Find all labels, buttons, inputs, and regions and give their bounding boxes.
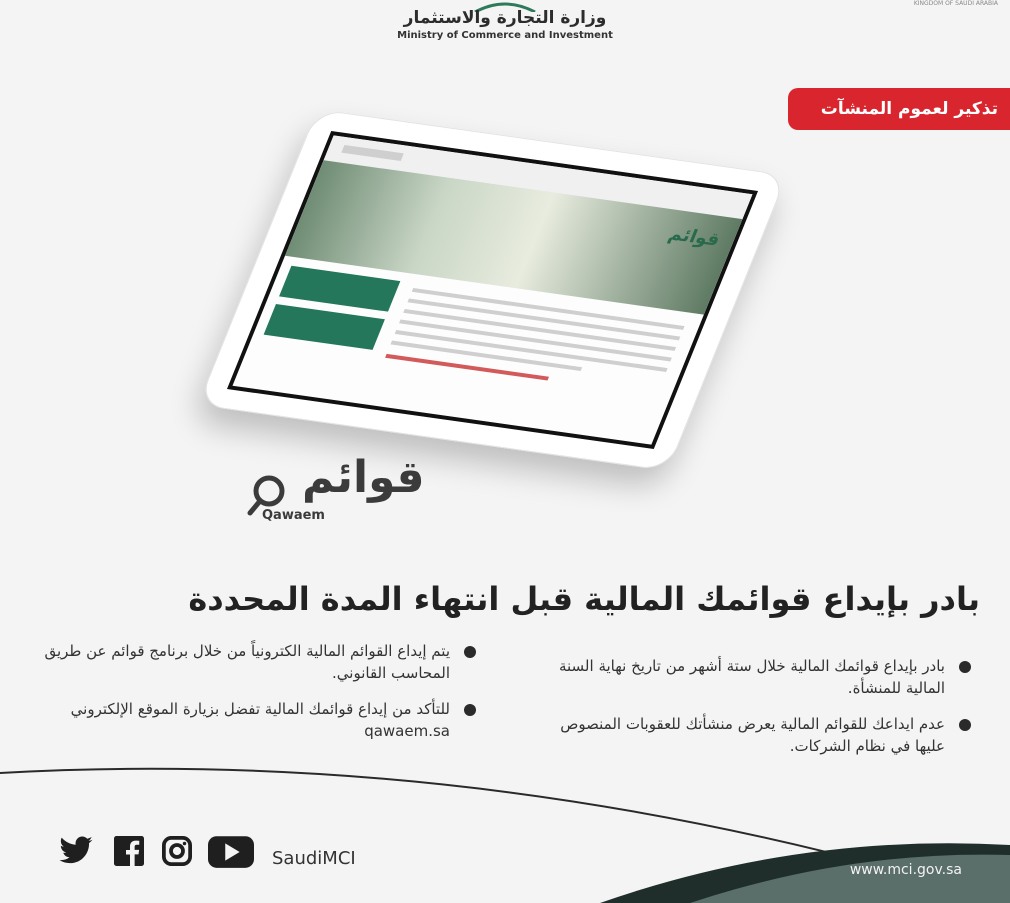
headline: بادر بإيداع قوائمك المالية قبل انتهاء المدة المحددة [188, 580, 980, 618]
instagram-icon[interactable] [162, 836, 192, 866]
ministry-logo [0, 8, 1010, 41]
qawaem-logo-ar: قوائم [302, 452, 425, 503]
website-link[interactable]: www.mci.gov.sa [849, 862, 962, 878]
footer-background [0, 755, 1010, 903]
points-right [535, 655, 975, 771]
list-item: يتم إيداع القوائم المالية الكترونياً من خلال برنامج قوائم عن طريق المحاسب القانوني. [40, 640, 480, 684]
ministry-name-ar: وزارة التجارة والاستثمار [403, 8, 607, 28]
screen-logo: قوائم [665, 223, 724, 251]
twitter-icon[interactable] [58, 836, 94, 866]
qawaem-logo-en: Qawaem [262, 508, 325, 523]
screen-buttons [261, 266, 401, 358]
bullet-icon [464, 646, 476, 658]
bullet-icon [959, 719, 971, 731]
facebook-icon[interactable] [114, 836, 144, 866]
list-item: بادر بإيداع قوائمك المالية خلال ستة أشهر من تاريخ نهاية السنة المالية للمنشأة. [535, 655, 975, 699]
reminder-badge: تذكير لعموم المنشآت [788, 88, 1010, 130]
kingdom-label: KINGDOM OF SAUDI ARABIA [913, 0, 998, 7]
list-item: للتأكد من إيداع قوائمك المالية تفضل بزيارة الموقع الإلكتروني qawaem.sa [40, 698, 480, 742]
social-handle[interactable]: SaudiMCI [272, 848, 356, 869]
tablet-illustration [197, 109, 787, 471]
points-left [40, 640, 480, 756]
bullet-icon [464, 704, 476, 716]
youtube-icon[interactable] [208, 836, 254, 868]
list-item: عدم ايداعك للقوائم المالية يعرض منشأتك للعقوبات المنصوص عليها في نظام الشركات. [535, 713, 975, 757]
ministry-name-en: Ministry of Commerce and Investment [397, 30, 613, 41]
tablet-screen [227, 131, 758, 449]
bullet-icon [959, 661, 971, 673]
